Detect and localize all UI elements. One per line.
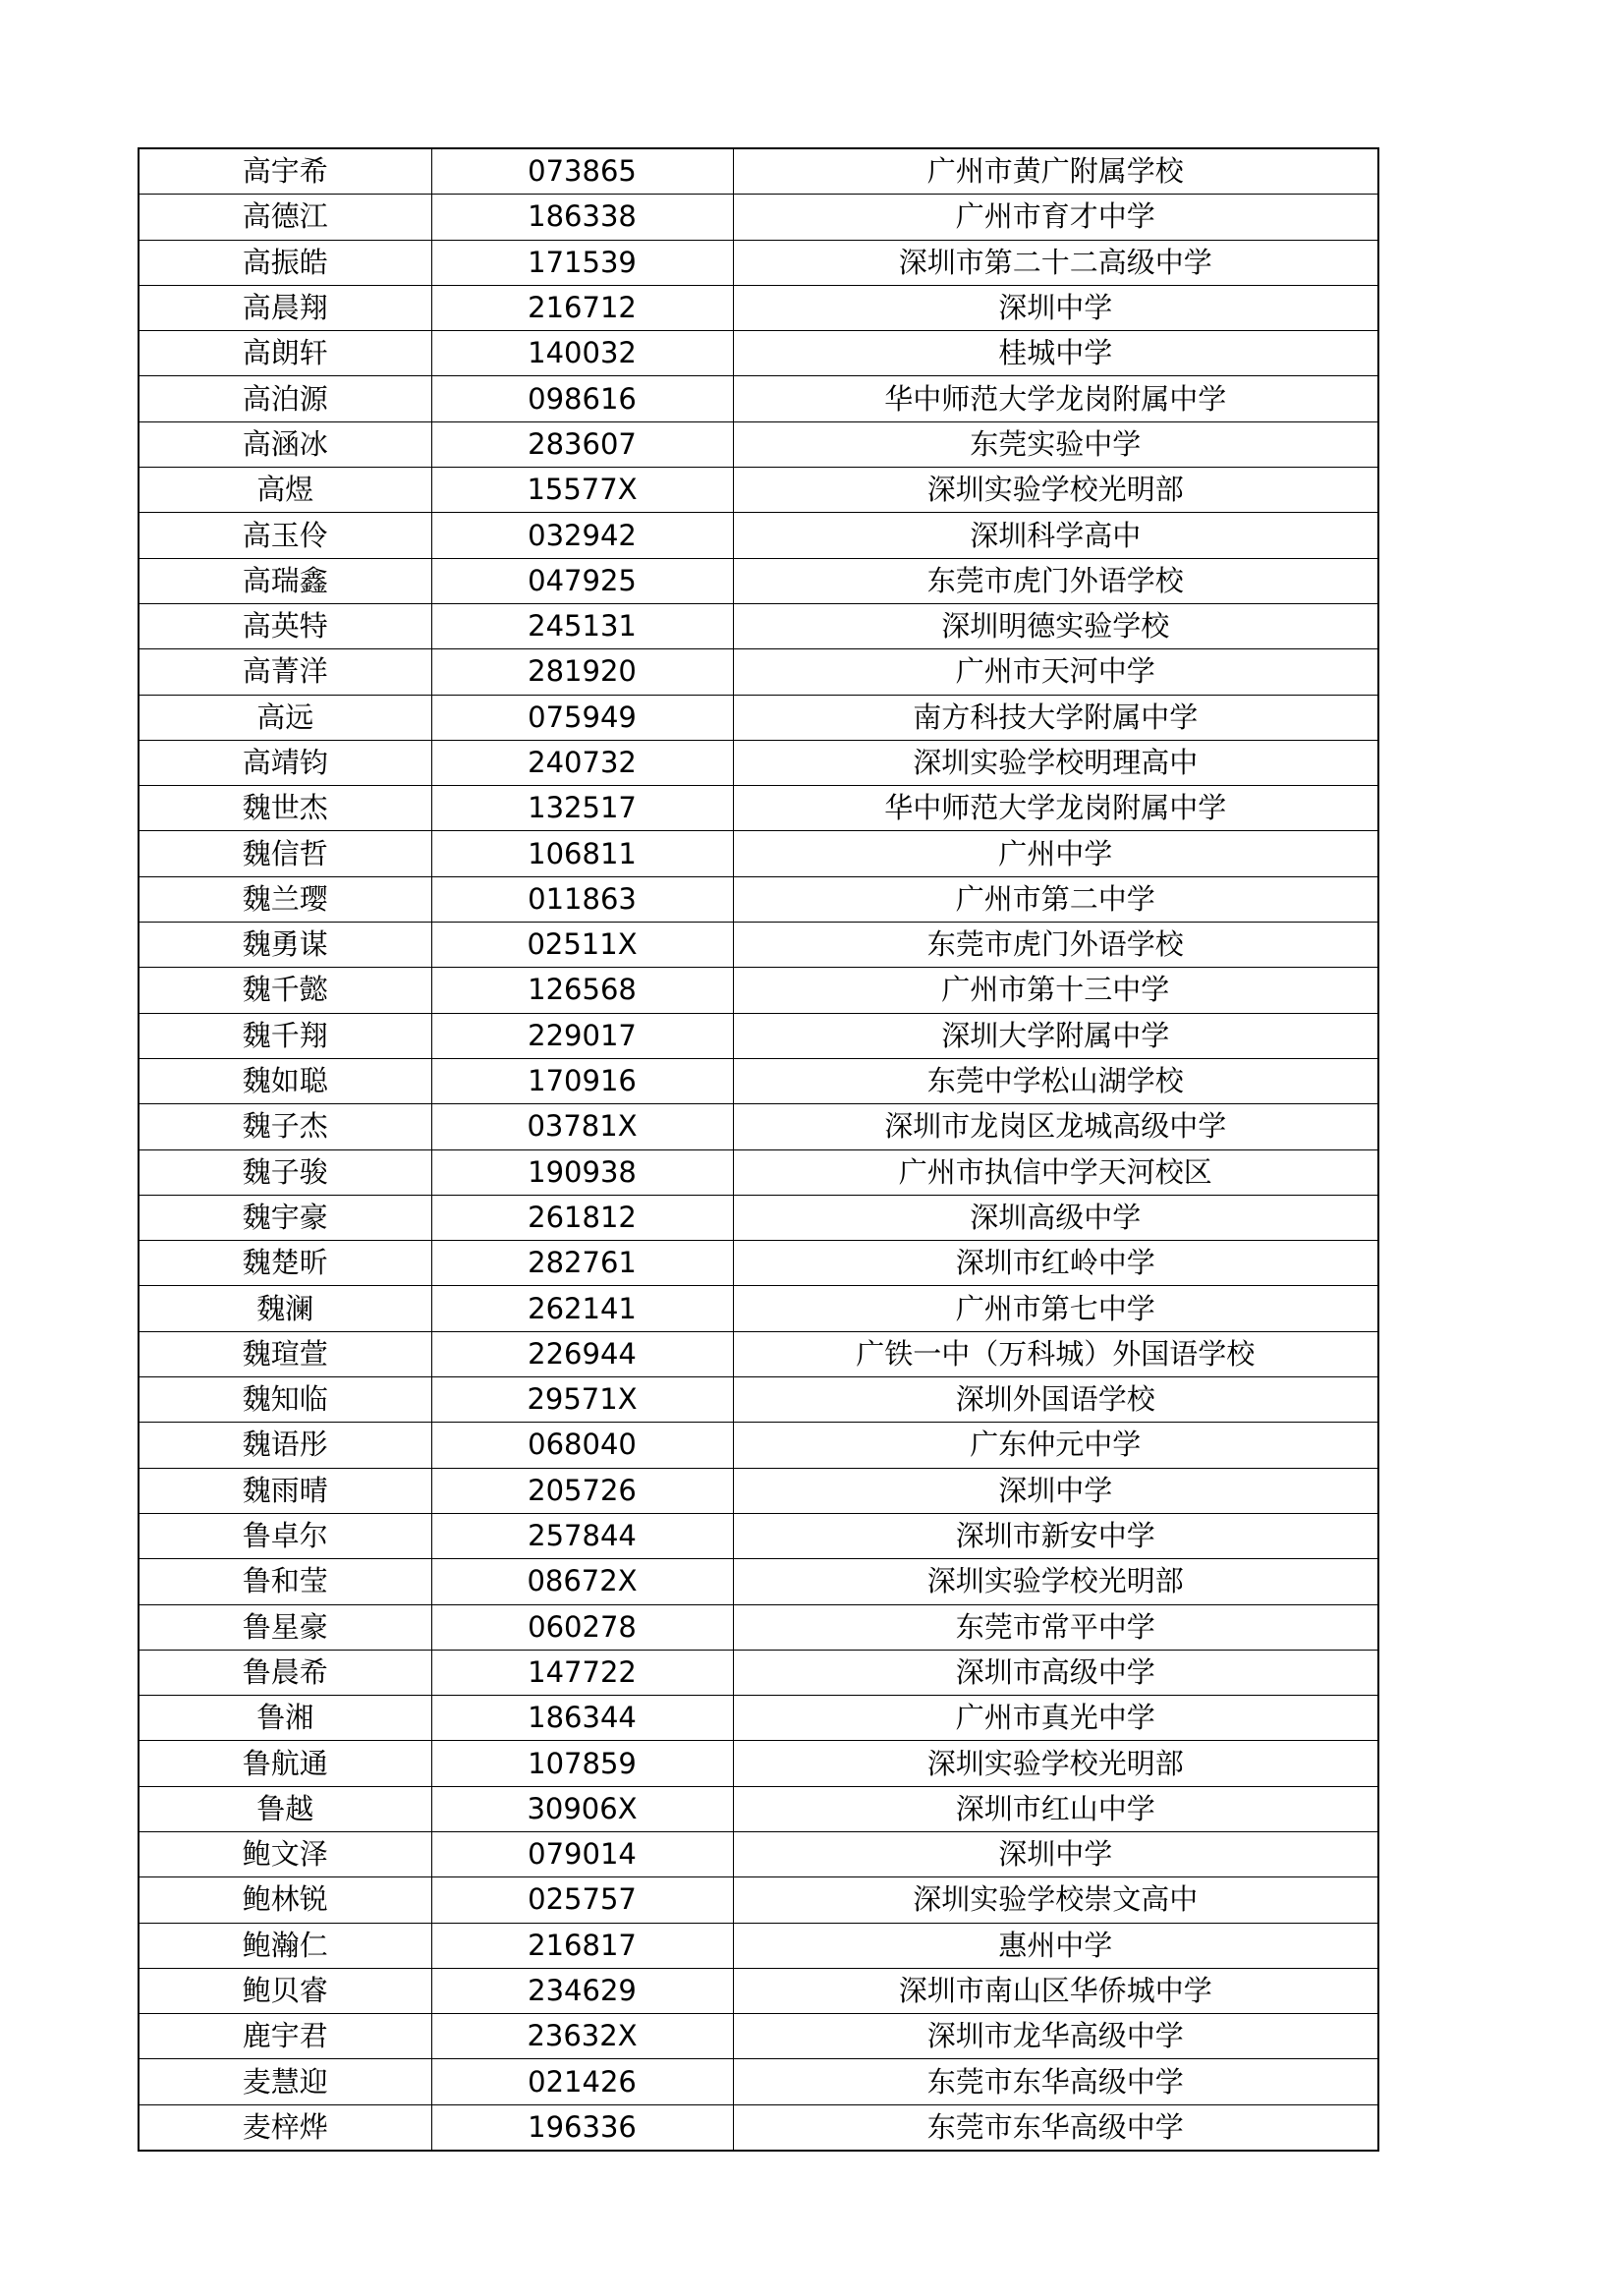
school-cell: 东莞市虎门外语学校	[733, 558, 1378, 603]
id-cell: 190938	[431, 1149, 733, 1195]
id-cell: 073865	[431, 148, 733, 195]
school-cell: 深圳市新安中学	[733, 1513, 1378, 1558]
school-cell: 东莞实验中学	[733, 421, 1378, 467]
name-cell: 高朗轩	[139, 331, 431, 376]
table-row	[139, 1968, 1378, 2013]
school-cell: 广铁一中（万科城）外国语学校	[733, 1331, 1378, 1376]
school-cell: 广州市第七中学	[733, 1286, 1378, 1331]
id-cell: 216712	[431, 285, 733, 330]
school-cell: 广州市第二中学	[733, 876, 1378, 922]
school-cell: 桂城中学	[733, 331, 1378, 376]
table-row	[139, 1468, 1378, 1513]
school-cell: 深圳实验学校光明部	[733, 468, 1378, 513]
name-cell: 高晨翔	[139, 285, 431, 330]
name-cell: 魏澜	[139, 1286, 431, 1331]
id-cell: 216817	[431, 1923, 733, 1968]
name-cell: 高德江	[139, 195, 431, 240]
id-cell: 021426	[431, 2059, 733, 2104]
name-cell: 魏雨晴	[139, 1468, 431, 1513]
name-cell: 高瑞鑫	[139, 558, 431, 603]
name-cell: 鲁航通	[139, 1741, 431, 1786]
id-cell: 257844	[431, 1513, 733, 1558]
school-cell: 深圳实验学校崇文高中	[733, 1877, 1378, 1923]
id-cell: 234629	[431, 1968, 733, 2013]
id-cell: 226944	[431, 1331, 733, 1376]
id-cell: 282761	[431, 1241, 733, 1286]
table-row	[139, 968, 1378, 1013]
school-cell: 深圳市红岭中学	[733, 1241, 1378, 1286]
name-cell: 鲁和莹	[139, 1559, 431, 1604]
id-cell: 240732	[431, 740, 733, 785]
table-row	[139, 1149, 1378, 1195]
table-row	[139, 1423, 1378, 1468]
table-row	[139, 1831, 1378, 1876]
school-cell: 深圳高级中学	[733, 1195, 1378, 1240]
table-row	[139, 649, 1378, 695]
school-cell: 深圳市高级中学	[733, 1650, 1378, 1695]
id-cell: 107859	[431, 1741, 733, 1786]
id-cell: 30906X	[431, 1786, 733, 1831]
name-cell: 鲁越	[139, 1786, 431, 1831]
school-cell: 深圳市龙岗区龙城高级中学	[733, 1104, 1378, 1149]
school-cell: 深圳科学高中	[733, 513, 1378, 558]
id-cell: 068040	[431, 1423, 733, 1468]
id-cell: 283607	[431, 421, 733, 467]
name-cell: 麦慧迎	[139, 2059, 431, 2104]
name-cell: 高远	[139, 695, 431, 740]
school-cell: 广州市执信中学天河校区	[733, 1149, 1378, 1195]
id-cell: 132517	[431, 786, 733, 831]
table-row	[139, 2104, 1378, 2151]
table-row	[139, 740, 1378, 785]
name-cell: 魏如聪	[139, 1058, 431, 1103]
table-row	[139, 1741, 1378, 1786]
id-cell: 205726	[431, 1468, 733, 1513]
id-cell: 025757	[431, 1877, 733, 1923]
name-cell: 鲍文泽	[139, 1831, 431, 1876]
school-cell: 深圳市第二十二高级中学	[733, 240, 1378, 285]
table-row	[139, 1877, 1378, 1923]
school-cell: 深圳中学	[733, 1468, 1378, 1513]
school-cell: 广东仲元中学	[733, 1423, 1378, 1468]
name-cell: 魏宇豪	[139, 1195, 431, 1240]
table-row	[139, 1923, 1378, 1968]
name-cell: 高涵冰	[139, 421, 431, 467]
name-cell: 鲁湘	[139, 1696, 431, 1741]
id-cell: 29571X	[431, 1377, 733, 1423]
school-cell: 华中师范大学龙岗附属中学	[733, 786, 1378, 831]
name-cell: 魏子骏	[139, 1149, 431, 1195]
school-cell: 深圳市南山区华侨城中学	[733, 1968, 1378, 2013]
table-row	[139, 1195, 1378, 1240]
id-cell: 23632X	[431, 2014, 733, 2059]
school-cell: 深圳实验学校光明部	[733, 1559, 1378, 1604]
name-cell: 高英特	[139, 603, 431, 648]
name-cell: 鲍瀚仁	[139, 1923, 431, 1968]
school-cell: 广州市育才中学	[733, 195, 1378, 240]
id-cell: 02511X	[431, 923, 733, 968]
table-row	[139, 1058, 1378, 1103]
roster-table	[138, 147, 1379, 2152]
name-cell: 魏千懿	[139, 968, 431, 1013]
table-row	[139, 1559, 1378, 1604]
school-cell: 广州市天河中学	[733, 649, 1378, 695]
name-cell: 魏子杰	[139, 1104, 431, 1149]
name-cell: 高靖钧	[139, 740, 431, 785]
roster-table-body	[139, 148, 1378, 2151]
id-cell: 170916	[431, 1058, 733, 1103]
id-cell: 147722	[431, 1650, 733, 1695]
school-cell: 广州中学	[733, 831, 1378, 876]
school-cell: 南方科技大学附属中学	[733, 695, 1378, 740]
table-row	[139, 2014, 1378, 2059]
id-cell: 106811	[431, 831, 733, 876]
id-cell: 171539	[431, 240, 733, 285]
table-row	[139, 876, 1378, 922]
name-cell: 鲁卓尔	[139, 1513, 431, 1558]
id-cell: 126568	[431, 968, 733, 1013]
table-row	[139, 421, 1378, 467]
school-cell: 深圳市红山中学	[733, 1786, 1378, 1831]
school-cell: 东莞市东华高级中学	[733, 2059, 1378, 2104]
table-row	[139, 2059, 1378, 2104]
school-cell: 惠州中学	[733, 1923, 1378, 1968]
table-row	[139, 195, 1378, 240]
name-cell: 鲁晨希	[139, 1650, 431, 1695]
school-cell: 深圳实验学校光明部	[733, 1741, 1378, 1786]
id-cell: 032942	[431, 513, 733, 558]
name-cell: 高煜	[139, 468, 431, 513]
id-cell: 229017	[431, 1013, 733, 1058]
school-cell: 东莞中学松山湖学校	[733, 1058, 1378, 1103]
school-cell: 华中师范大学龙岗附属中学	[733, 376, 1378, 421]
name-cell: 麦梓烨	[139, 2104, 431, 2151]
name-cell: 魏世杰	[139, 786, 431, 831]
table-row	[139, 786, 1378, 831]
school-cell: 广州市第十三中学	[733, 968, 1378, 1013]
id-cell: 011863	[431, 876, 733, 922]
name-cell: 魏兰璎	[139, 876, 431, 922]
school-cell: 深圳中学	[733, 1831, 1378, 1876]
table-row	[139, 1513, 1378, 1558]
table-row	[139, 923, 1378, 968]
id-cell: 186344	[431, 1696, 733, 1741]
table-row	[139, 1331, 1378, 1376]
school-cell: 东莞市常平中学	[733, 1604, 1378, 1650]
name-cell: 高玉伶	[139, 513, 431, 558]
school-cell: 深圳市龙华高级中学	[733, 2014, 1378, 2059]
school-cell: 广州市真光中学	[733, 1696, 1378, 1741]
table-row	[139, 1377, 1378, 1423]
school-cell: 东莞市东华高级中学	[733, 2104, 1378, 2151]
school-cell: 东莞市虎门外语学校	[733, 923, 1378, 968]
table-row	[139, 1241, 1378, 1286]
id-cell: 15577X	[431, 468, 733, 513]
id-cell: 079014	[431, 1831, 733, 1876]
table-row	[139, 240, 1378, 285]
table-row	[139, 1696, 1378, 1741]
id-cell: 060278	[431, 1604, 733, 1650]
id-cell: 186338	[431, 195, 733, 240]
id-cell: 261812	[431, 1195, 733, 1240]
id-cell: 098616	[431, 376, 733, 421]
id-cell: 262141	[431, 1286, 733, 1331]
id-cell: 047925	[431, 558, 733, 603]
table-row	[139, 376, 1378, 421]
table-row	[139, 148, 1378, 195]
name-cell: 高菁洋	[139, 649, 431, 695]
table-row	[139, 695, 1378, 740]
name-cell: 鲁星豪	[139, 1604, 431, 1650]
name-cell: 魏瑄萱	[139, 1331, 431, 1376]
name-cell: 魏勇谋	[139, 923, 431, 968]
id-cell: 196336	[431, 2104, 733, 2151]
school-cell: 深圳外国语学校	[733, 1377, 1378, 1423]
name-cell: 魏语彤	[139, 1423, 431, 1468]
table-row	[139, 1104, 1378, 1149]
id-cell: 08672X	[431, 1559, 733, 1604]
school-cell: 深圳中学	[733, 285, 1378, 330]
school-cell: 广州市黄广附属学校	[733, 148, 1378, 195]
id-cell: 281920	[431, 649, 733, 695]
school-cell: 深圳大学附属中学	[733, 1013, 1378, 1058]
table-row	[139, 1786, 1378, 1831]
name-cell: 高泊源	[139, 376, 431, 421]
school-cell: 深圳明德实验学校	[733, 603, 1378, 648]
name-cell: 高宇希	[139, 148, 431, 195]
id-cell: 245131	[431, 603, 733, 648]
name-cell: 魏知临	[139, 1377, 431, 1423]
table-row	[139, 1013, 1378, 1058]
table-row	[139, 558, 1378, 603]
id-cell: 140032	[431, 331, 733, 376]
name-cell: 鲍贝睿	[139, 1968, 431, 2013]
table-row	[139, 468, 1378, 513]
table-row	[139, 331, 1378, 376]
table-row	[139, 1650, 1378, 1695]
name-cell: 魏千翔	[139, 1013, 431, 1058]
name-cell: 魏楚昕	[139, 1241, 431, 1286]
id-cell: 03781X	[431, 1104, 733, 1149]
school-cell: 深圳实验学校明理高中	[733, 740, 1378, 785]
table-row	[139, 1286, 1378, 1331]
name-cell: 魏信哲	[139, 831, 431, 876]
id-cell: 075949	[431, 695, 733, 740]
name-cell: 鹿宇君	[139, 2014, 431, 2059]
name-cell: 高振皓	[139, 240, 431, 285]
table-row	[139, 285, 1378, 330]
table-row	[139, 603, 1378, 648]
table-row	[139, 831, 1378, 876]
table-row	[139, 1604, 1378, 1650]
table-row	[139, 513, 1378, 558]
name-cell: 鲍林锐	[139, 1877, 431, 1923]
